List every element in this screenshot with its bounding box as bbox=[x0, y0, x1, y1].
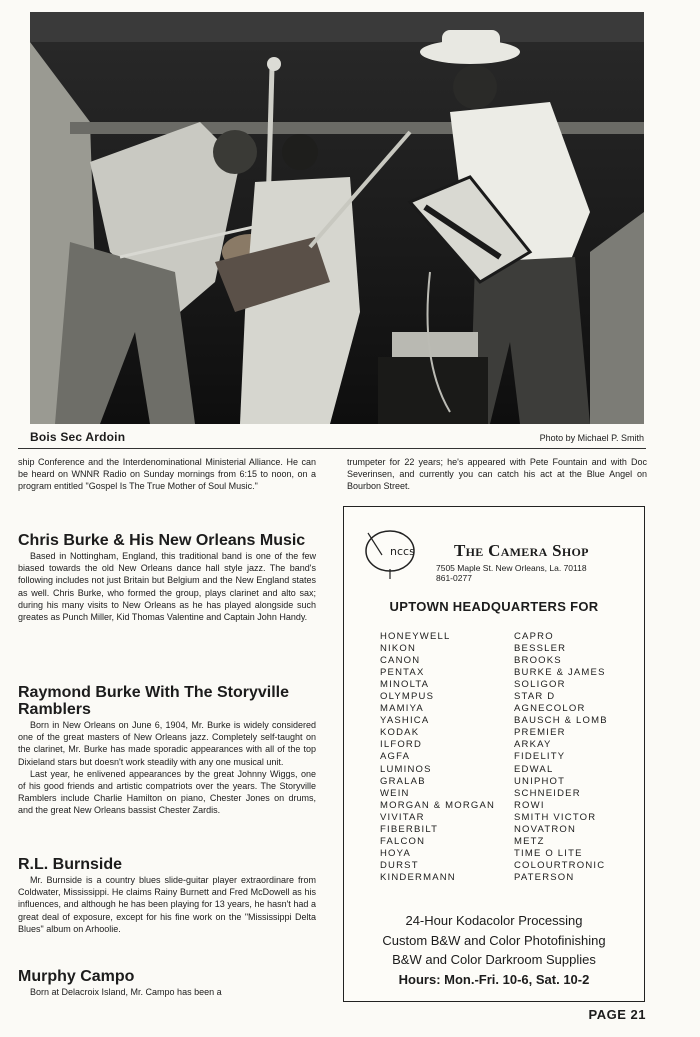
brand-name: MAMIYA bbox=[380, 703, 424, 715]
article-paragraph: Mr. Burnside is a country blues slide-guitar player extraordinare from Coldwater, Mississippi. He claims Rainy Burnett and Fred McDowell as his influences, and although he has been playing for 13 years, he hasn't had a great deal of exposure, except for his fine work on the "Mississippi Delta Blues" album on Arhoolie. bbox=[18, 875, 316, 934]
brand-name: AGFA bbox=[380, 751, 411, 763]
article-title: Murphy Campo bbox=[18, 968, 135, 985]
brand-name: YASHICA bbox=[380, 715, 430, 727]
brand-name: COLOURTRONIC bbox=[514, 859, 606, 871]
photo-caption: Bois Sec Ardoin bbox=[30, 430, 126, 444]
service-line: B&W and Color Darkroom Supplies bbox=[392, 952, 596, 967]
brand-name: ROWI bbox=[514, 799, 545, 811]
brand-name: MORGAN & MORGAN bbox=[380, 799, 496, 811]
brand-name: CAPRO bbox=[514, 631, 554, 642]
brand-name: NOVATRON bbox=[514, 823, 577, 835]
brand-name: BROOKS bbox=[514, 655, 562, 667]
photo-credit: Photo by Michael P. Smith bbox=[539, 433, 644, 443]
ad-heading: UPTOWN HEADQUARTERS FOR bbox=[389, 599, 599, 614]
article-paragraph: Born at Delacroix Island, Mr. Campo has been a bbox=[30, 987, 222, 997]
article-paragraph: Born in New Orleans on June 6, 1904, Mr. Burke is widely considered one of the great masters of New Orleans jazz. Completely self-taught on the clarinet, Mr. Burke has made sporadic appearances with all of the top Dixieland stars but doesn't work steadily with any one musical unit. bbox=[18, 720, 316, 767]
brand-name: CANON bbox=[380, 655, 421, 667]
performance-photo bbox=[30, 12, 644, 424]
brand-name: OLYMPUS bbox=[380, 691, 435, 703]
article-title: R.L. Burnside bbox=[18, 856, 123, 873]
brand-name: MINOLTA bbox=[380, 679, 430, 691]
brand-name: KODAK bbox=[380, 727, 420, 739]
brand-name: VIVITAR bbox=[380, 811, 425, 823]
brand-name: FIDELITY bbox=[514, 751, 566, 763]
right-column-intro bbox=[347, 456, 647, 493]
brand-name: NIKON bbox=[380, 643, 417, 655]
brand-name: WEIN bbox=[380, 787, 410, 799]
shop-address-block bbox=[436, 563, 636, 583]
brand-name: AGNECOLOR bbox=[514, 703, 586, 715]
article-chris-burke bbox=[18, 532, 316, 623]
divider-rule bbox=[18, 448, 646, 449]
article-rl-burnside bbox=[18, 856, 316, 935]
brand-name: FALCON bbox=[380, 835, 426, 847]
article-title: Chris Burke & His New Orleans Music bbox=[18, 532, 306, 549]
article-title: Raymond Burke With The Storyville Ramblers bbox=[18, 684, 290, 718]
brand-name: BAUSCH & LOMB bbox=[514, 715, 608, 727]
intro-paragraph: ship Conference and the Interdenominational Ministerial Alliance. He can be heard on WNNR Radio on Sunday mornings from 6:15 to noon, on a program entitled "Gospel Is The True Mother of Soul Music." bbox=[18, 457, 316, 492]
brand-name: HOYA bbox=[380, 847, 412, 859]
article-raymond-burke bbox=[18, 684, 316, 817]
brand-name: SCHNEIDER bbox=[514, 787, 581, 799]
article-paragraph: Based in Nottingham, England, this traditional band is one of the few biased towards the old New Orleans dance hall style jazz. The band's following includes not just Britain but Belgium and the New England states as well. Chris Burke, who formed the group, plays clarinet and alto sax; during his many visits to New Orleans as he has played alongside such greates as Punch Miller, Kid Thomas Valentine and Captain John Handy. bbox=[18, 551, 316, 623]
brand-name: SOLIGOR bbox=[514, 679, 566, 691]
shop-address: 7505 Maple St. New Orleans, La. 70118 bbox=[436, 563, 587, 573]
brand-name: UNIPHOT bbox=[514, 775, 566, 787]
brand-list-right bbox=[514, 631, 608, 884]
brand-name: ARKAY bbox=[514, 739, 552, 751]
intro-paragraph: trumpeter for 22 years; he's appeared with Pete Fountain and with Doc Severinsen, and currently you can catch his act at the Blue Angel on Bourbon Street. bbox=[347, 457, 647, 492]
brand-list-left bbox=[380, 631, 495, 884]
brand-name: METZ bbox=[514, 835, 545, 847]
brand-name: LUMINOS bbox=[380, 763, 432, 775]
store-hours: Hours: Mon.-Fri. 10-6, Sat. 10-2 bbox=[398, 971, 590, 987]
ad-services bbox=[344, 911, 644, 989]
article-murphy-campo bbox=[18, 968, 316, 998]
brand-name: DURST bbox=[380, 859, 419, 871]
article-paragraph: Last year, he enlivened appearances by the great Johnny Wiggs, one of his good friends and artistic compatriots over the years. The Storyville Ramblers include Charlie Hamilton on piano, Chester Jones on drums, and the great New Orleans bassist Chester Zardis. bbox=[18, 768, 316, 816]
camera-shop-advertisement bbox=[343, 506, 645, 1002]
brand-name: PENTAX bbox=[380, 667, 425, 679]
brand-name: EDWAL bbox=[514, 763, 554, 775]
brand-name: PREMIER bbox=[514, 727, 566, 739]
shop-name: The Camera Shop bbox=[454, 541, 589, 560]
brand-name: HONEYWELL bbox=[380, 631, 451, 642]
brand-name: BURKE & JAMES bbox=[514, 667, 606, 679]
brand-name: STAR D bbox=[514, 691, 556, 703]
brand-name: KINDERMANN bbox=[380, 871, 456, 883]
musicians-photo-illustration bbox=[30, 12, 644, 424]
brand-name: GRALAB bbox=[380, 775, 426, 787]
brand-name: FIBERBILT bbox=[380, 823, 439, 835]
service-line: 24-Hour Kodacolor Processing bbox=[405, 913, 583, 928]
service-line: Custom B&W and Color Photofinishing bbox=[382, 932, 606, 948]
brand-name: ILFORD bbox=[380, 739, 423, 751]
brand-name: TIME O LITE bbox=[514, 847, 583, 859]
shop-phone: 861-0277 bbox=[436, 573, 472, 583]
brand-name: SMITH VICTOR bbox=[514, 811, 597, 823]
page-number: PAGE 21 bbox=[588, 1007, 646, 1022]
brand-name: BESSLER bbox=[514, 643, 567, 655]
camera-shop-logo-icon bbox=[360, 523, 434, 581]
logo-text: nccs bbox=[390, 545, 415, 558]
brand-name: PATERSON bbox=[514, 871, 575, 883]
